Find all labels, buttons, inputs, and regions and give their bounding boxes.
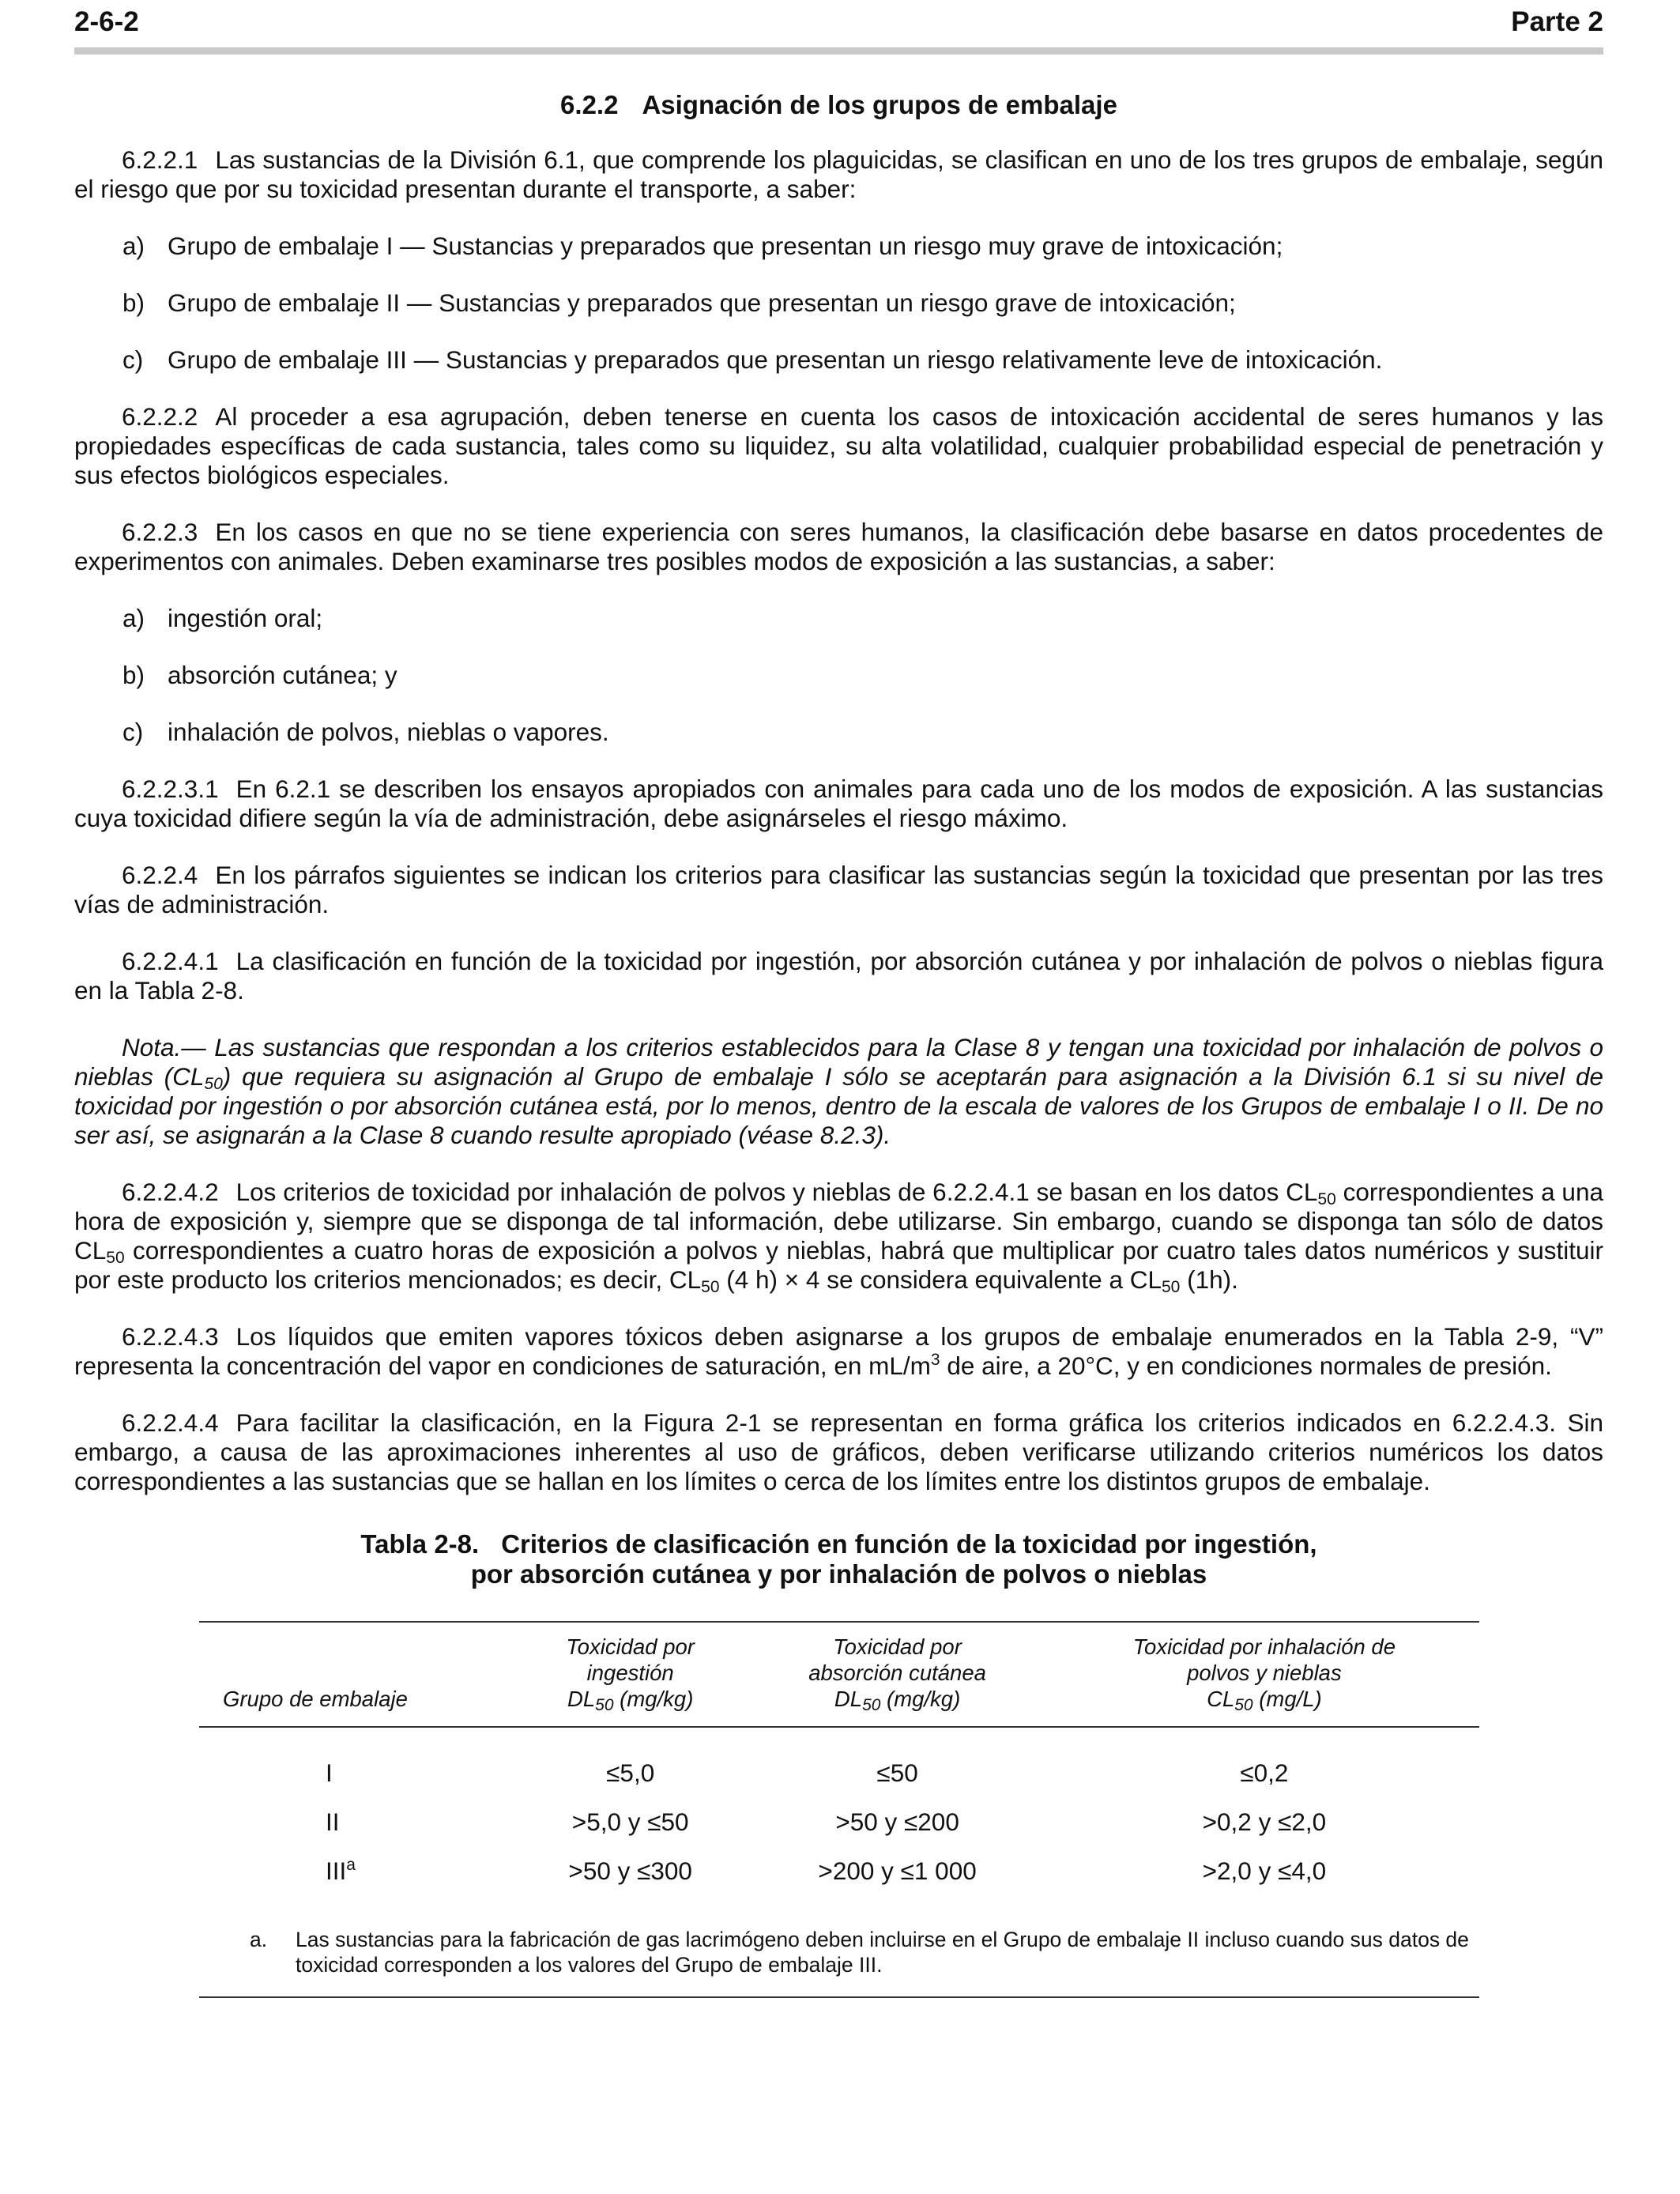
cell-group — [199, 1727, 515, 1797]
paragraph-text-a: Los líquidos que emiten vapores tóxicos deben asignarse a los grupos de embalaje enumerados en la Tabla 2-9, “V” representa la concentración del vapor en condiciones de saturación, en mL/m — [74, 1322, 1603, 1380]
list-item — [122, 604, 1603, 633]
header-unit: DL — [567, 1687, 596, 1711]
cell-ingestion: ≤5,0 — [606, 1758, 655, 1787]
section-title — [74, 90, 1603, 119]
list-label: b) — [122, 288, 145, 317]
paragraph-number: 6.2.2.4.2 — [122, 1178, 219, 1206]
paragraph-text-c: correspondientes a cuatro horas de exposición a polvos y nieblas, habrá que multiplicar por cuatro tales datos numéricos y sustituir por este producto los criterios mencionados; es decir, CL — [74, 1236, 1603, 1294]
subscript: 50 — [595, 1696, 614, 1714]
header-unit: CL — [1207, 1687, 1235, 1711]
list-item — [122, 661, 1603, 690]
list-item — [122, 232, 1603, 261]
paragraph-6-2-2-1 — [74, 145, 1603, 204]
note-text-b: ) que requiera su asignación al Grupo de embalaje I sólo se aceptarán para asignación a la División 6.1 si su nivel de toxicidad por ingestión o por absorción cutánea está, por lo menos, dentro de la escala de valores de los Grupos de embalaje I o II. De no ser así, se asignarán a la Clase 8 cuando resulte apropiado (véase 8.2.3). — [74, 1062, 1603, 1149]
header-line: Toxicidad por — [566, 1634, 695, 1659]
list-text: Grupo de embalaje III — Sustancias y preparados que presentan un riesgo relativamente leve de intoxicación. — [168, 345, 1383, 374]
paragraph-number: 6.2.2.3.1 — [122, 775, 219, 803]
header-line — [1049, 1686, 1479, 1712]
subscript: 50 — [862, 1696, 881, 1714]
superscript: a — [346, 1855, 356, 1874]
table-row — [199, 1797, 1479, 1846]
list-item — [122, 718, 1603, 747]
page-header — [74, 6, 1603, 46]
table-footnote — [199, 1927, 1479, 1997]
list-text: inhalación de polvos, nieblas o vapores. — [168, 718, 609, 746]
list-text: absorción cutánea; y — [168, 661, 397, 689]
footnote-label: a. — [250, 1928, 268, 1951]
group-value: II — [326, 1807, 340, 1836]
list-label: b) — [122, 661, 145, 689]
header-rule — [74, 47, 1603, 55]
header-unit: (mg/kg) — [613, 1687, 694, 1711]
list-label: c) — [122, 345, 144, 374]
paragraph-text-b: correspondientes a una hora de exposición y, siempre que se disponga de tal información, debe utilizarse. Sin embargo, cuando se disponga tan sólo de datos CL — [74, 1178, 1603, 1265]
paragraph-number: 6.2.2.1 — [122, 145, 198, 174]
paragraph-text-b: de aire, a 20°C, y en condiciones normales de presión. — [940, 1351, 1552, 1380]
list-label: c) — [122, 718, 144, 746]
paragraph-text: La clasificación en función de la toxicidad por ingestión, por absorción cutánea y por inhalación de polvos o nieblas figura en la Tabla 2-8. — [74, 947, 1603, 1005]
paragraph-text: Al proceder a esa agrupación, deben tenerse en cuenta los casos de intoxicación accidental de seres humanos y las propiedades específicas de cada sustancia, tales como su liquidez, su alta volatilidad, cualquier probabilidad especial de penetración y sus efectos biológicos especiales. — [74, 402, 1603, 489]
cell-absorcion: >200 y ≤1 000 — [818, 1856, 977, 1885]
header-line: absorción cutánea — [808, 1661, 986, 1685]
paragraph-text: Para facilitar la clasificación, en la Figura 2-1 se representan en forma gráfica los criterios indicados en 6.2.2.4.3. Sin embargo, a causa de las aproximaciones inherentes al uso de gráficos, deben verificarse utilizando criterios numéricos los datos correspondientes a las sustancias que se hallan en los límites o cerca de los límites entre los distintos grupos de embalaje. — [74, 1408, 1603, 1495]
part-label: Parte 2 — [1511, 6, 1603, 37]
table-caption — [74, 1529, 1603, 1589]
subscript: 50 — [204, 1075, 223, 1093]
table-footnote-row — [199, 1927, 1479, 1997]
cell-group — [199, 1846, 515, 1927]
section-number: 6.2.2 — [560, 90, 619, 119]
classification-table — [199, 1621, 1479, 1998]
superscript: 3 — [930, 1351, 940, 1369]
cell-ingestion: >5,0 y ≤50 — [571, 1807, 689, 1836]
table-caption-line1: Criterios de clasificación en función de la toxicidad por ingestión, — [501, 1529, 1317, 1559]
subscript: 50 — [701, 1278, 720, 1296]
paragraph-6-2-2-3-1 — [74, 775, 1603, 833]
header-line: polvos y nieblas — [1187, 1661, 1342, 1685]
paragraph-number: 6.2.2.2 — [122, 402, 198, 431]
subscript: 50 — [1317, 1190, 1336, 1208]
paragraph-text-d: (4 h) × 4 se considera equivalente a CL — [719, 1265, 1162, 1294]
paragraph-text: En los casos en que no se tiene experiencia con seres humanos, la clasificación debe basarse en datos procedentes de experimentos con animales. Deben examinarse tres posibles modos de exposición a las sustancias, a saber: — [74, 518, 1603, 575]
group-value: III — [326, 1856, 347, 1885]
paragraph-number: 6.2.2.4.1 — [122, 947, 219, 975]
subscript: 50 — [1161, 1278, 1181, 1296]
paragraph-text: En 6.2.1 se describen los ensayos apropiados con animales para cada uno de los modos de exposición. A las sustancias cuya toxicidad difiere según la vía de administración, debe asignárseles el riesgo máximo. — [74, 775, 1603, 832]
header-line: ingestión — [586, 1661, 674, 1685]
list-item — [122, 288, 1603, 318]
cell-absorcion: >50 y ≤200 — [835, 1807, 959, 1836]
cell-absorcion: ≤50 — [876, 1758, 918, 1787]
header-unit: (mg/kg) — [880, 1687, 961, 1711]
header-line: Toxicidad por inhalación de — [1132, 1634, 1396, 1659]
list-text: Grupo de embalaje II — Sustancias y preparados que presentan un riesgo grave de intoxicación; — [168, 288, 1236, 317]
paragraph-text: En los párrafos siguientes se indican los criterios para clasificar las sustancias según la toxicidad que presentan por las tres vías de administración. — [74, 861, 1603, 918]
page-number: 2-6-2 — [74, 6, 139, 37]
paragraph-6-2-2-4-3 — [74, 1322, 1603, 1381]
table-caption-line2: por absorción cutánea y por inhalación de polvos o nieblas — [470, 1559, 1207, 1589]
paragraph-6-2-2-4-4 — [74, 1408, 1603, 1496]
paragraph-number: 6.2.2.4 — [122, 861, 198, 889]
cell-group — [199, 1797, 515, 1846]
header-ingestion — [515, 1622, 745, 1727]
header-inhalacion — [1049, 1622, 1479, 1727]
list-label: a) — [122, 232, 145, 260]
cell-inhalacion: >2,0 y ≤4,0 — [1202, 1856, 1327, 1885]
list-text: ingestión oral; — [168, 604, 323, 632]
paragraph-number: 6.2.2.3 — [122, 518, 198, 546]
paragraph-text: Las sustancias de la División 6.1, que comprende los plaguicidas, se clasifican en uno de los tres grupos de embalaje, según el riesgo que por su toxicidad presentan durante el transporte, a saber: — [74, 145, 1603, 203]
paragraph-6-2-2-2 — [74, 402, 1603, 490]
footnote-text: Las sustancias para la fabricación de gas lacrimógeno deben incluirse en el Grupo de embalaje II incluso cuando sus datos de toxicidad corresponden a los valores del Grupo de embalaje III. — [296, 1928, 1469, 1977]
table-header-row — [199, 1622, 1479, 1727]
table-caption-label: Tabla 2-8. — [360, 1529, 480, 1559]
header-unit: (mg/L) — [1252, 1687, 1322, 1711]
paragraph-number: 6.2.2.4.3 — [122, 1322, 219, 1351]
header-absorcion — [745, 1622, 1049, 1727]
document-body — [74, 90, 1603, 1998]
section-heading: Asignación de los grupos de embalaje — [642, 90, 1117, 119]
cell-inhalacion: ≤0,2 — [1240, 1758, 1289, 1787]
header-line: Toxicidad por — [833, 1634, 962, 1659]
paragraph-text-e: (1h). — [1180, 1265, 1238, 1294]
header-unit: DL — [834, 1687, 863, 1711]
list-text: Grupo de embalaje I — Sustancias y preparados que presentan un riesgo muy grave de intoxicación; — [168, 232, 1283, 260]
subscript: 50 — [106, 1249, 125, 1267]
header-line — [745, 1686, 1049, 1712]
paragraph-number: 6.2.2.4.4 — [122, 1408, 219, 1437]
paragraph-6-2-2-4-2 — [74, 1178, 1603, 1295]
paragraph-6-2-2-4-1 — [74, 947, 1603, 1005]
cell-inhalacion: >0,2 y ≤2,0 — [1202, 1807, 1327, 1836]
table-row — [199, 1727, 1479, 1797]
list-label: a) — [122, 604, 145, 632]
subscript: 50 — [1234, 1696, 1253, 1714]
note-text-a: Nota.— Las sustancias que respondan a los criterios establecidos para la Clase 8 y tengan una toxicidad por inhalación de polvos o nieblas (CL — [74, 1033, 1603, 1091]
note — [74, 1033, 1603, 1150]
header-group: Grupo de embalaje — [199, 1622, 515, 1727]
header-line — [515, 1686, 745, 1712]
paragraph-6-2-2-3 — [74, 518, 1603, 576]
list-item — [122, 345, 1603, 375]
table-row — [199, 1846, 1479, 1927]
group-value: I — [326, 1758, 333, 1787]
paragraph-6-2-2-4 — [74, 861, 1603, 919]
cell-ingestion: >50 y ≤300 — [568, 1856, 692, 1885]
paragraph-text-a: Los criterios de toxicidad por inhalación de polvos y nieblas de 6.2.2.4.1 se basan en los datos CL — [235, 1178, 1318, 1206]
